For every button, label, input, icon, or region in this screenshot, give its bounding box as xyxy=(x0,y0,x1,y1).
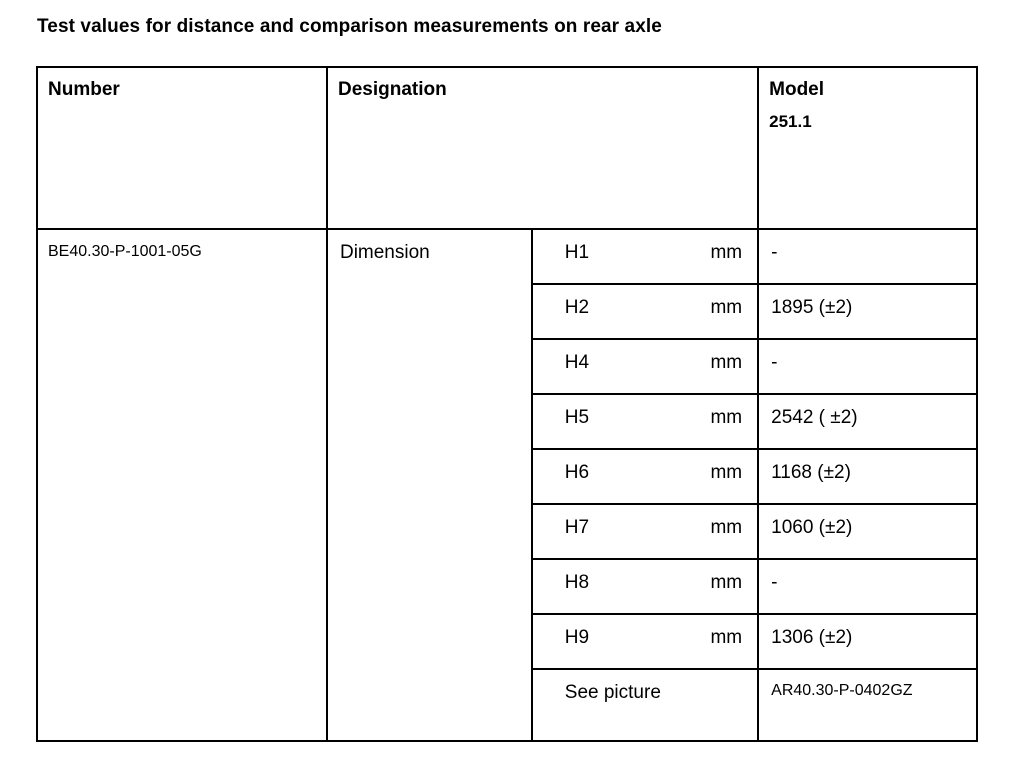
page-title: Test values for distance and comparison measurements on rear axle xyxy=(37,16,662,37)
dimension-value: - xyxy=(758,229,977,284)
dimension-value: - xyxy=(758,339,977,394)
see-picture-label: See picture xyxy=(532,669,758,741)
table-row xyxy=(37,229,977,284)
header-number xyxy=(37,67,327,229)
header-designation xyxy=(327,67,758,229)
dimension-unit: mm xyxy=(693,449,758,504)
dimension-label: H4 xyxy=(532,339,694,394)
spec-table xyxy=(36,66,978,742)
number-cell xyxy=(37,229,327,741)
dimension-label: H8 xyxy=(532,559,694,614)
dimension-label: H2 xyxy=(532,284,694,339)
header-model-value: 251.1 xyxy=(769,112,812,131)
header-designation-label: Designation xyxy=(337,79,447,100)
dimension-value: 2542 ( ±2) xyxy=(758,394,977,449)
header-number-label: Number xyxy=(48,79,120,100)
dimension-unit: mm xyxy=(693,394,758,449)
header-model xyxy=(758,67,977,229)
header-model-label: Model xyxy=(769,79,825,100)
dimension-unit: mm xyxy=(693,284,758,339)
dimension-value: 1168 (±2) xyxy=(758,449,977,504)
dimension-unit: mm xyxy=(693,614,758,669)
dimension-label: H5 xyxy=(532,394,694,449)
dimension-unit: mm xyxy=(693,559,758,614)
designation-cell xyxy=(327,229,532,741)
dimension-value: 1895 (±2) xyxy=(758,284,977,339)
dimension-unit: mm xyxy=(693,504,758,559)
dimension-unit: mm xyxy=(693,229,758,284)
dimension-label: H6 xyxy=(532,449,694,504)
table-header-row xyxy=(37,67,977,229)
dimension-unit: mm xyxy=(693,339,758,394)
dimension-value: - xyxy=(758,559,977,614)
dimension-value: 1306 (±2) xyxy=(758,614,977,669)
dimension-label: H7 xyxy=(532,504,694,559)
dimension-label: H1 xyxy=(532,229,694,284)
see-picture-value: AR40.30-P-0402GZ xyxy=(758,669,977,741)
number-value: BE40.30-P-1001-05G xyxy=(48,243,202,260)
dimension-value: 1060 (±2) xyxy=(758,504,977,559)
designation-value: Dimension xyxy=(339,242,430,263)
dimension-label: H9 xyxy=(532,614,694,669)
